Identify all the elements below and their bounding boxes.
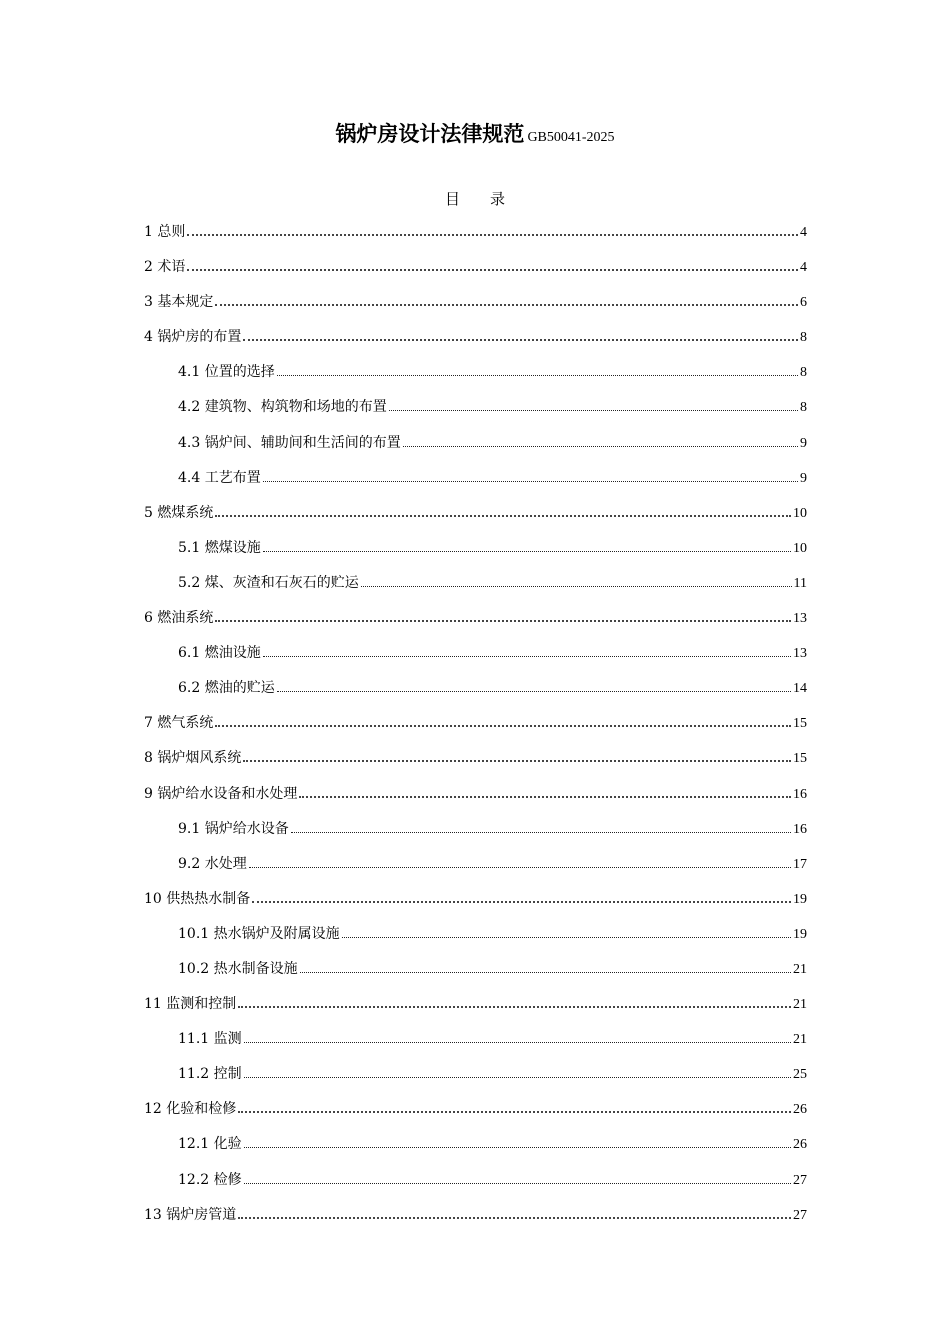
toc-entry[interactable]	[144, 921, 807, 956]
toc-entry-label: 12 化验和检修	[144, 1101, 237, 1118]
toc-dot-leader	[215, 719, 791, 727]
toc-entry[interactable]	[144, 1131, 807, 1166]
toc-entry-label: 6.1 燃油设施	[178, 645, 261, 662]
toc-entry-label: 10 供热热水制备	[144, 890, 251, 907]
toc-entry[interactable]	[144, 219, 807, 254]
toc-entry-label: 9.2 水处理	[178, 855, 247, 872]
toc-dot-leader	[252, 895, 791, 903]
toc-entry-page-number: 19	[793, 891, 807, 907]
toc-dot-leader	[244, 1036, 791, 1043]
toc-dot-leader	[263, 475, 798, 482]
toc-entry-page-number: 21	[793, 997, 807, 1013]
toc-entry[interactable]	[144, 430, 807, 465]
toc-heading: 目录	[444, 190, 535, 208]
toc-entry[interactable]	[144, 1202, 807, 1237]
toc-dot-leader	[291, 826, 791, 833]
toc-entry[interactable]	[144, 570, 807, 605]
toc-entry-page-number: 25	[793, 1067, 807, 1083]
toc-entry-label: 8 锅炉烟风系统	[144, 750, 242, 767]
toc-entry[interactable]	[144, 605, 807, 640]
toc-entry-page-number: 6	[800, 295, 807, 311]
toc-entry-page-number: 13	[793, 611, 807, 627]
toc-entry-label: 4.2 建筑物、构筑物和场地的布置	[178, 399, 387, 416]
toc-entry[interactable]	[144, 956, 807, 991]
toc-entry[interactable]	[144, 394, 807, 429]
toc-entry-page-number: 16	[793, 786, 807, 802]
toc-dot-leader	[243, 333, 798, 341]
toc-entry-page-number: 8	[800, 400, 807, 416]
document-title	[0, 118, 950, 148]
toc-dot-leader	[244, 1141, 791, 1148]
toc-entry-page-number: 21	[793, 1032, 807, 1048]
toc-entry[interactable]	[144, 675, 807, 710]
toc-entry[interactable]	[144, 886, 807, 921]
toc-entry[interactable]	[144, 640, 807, 675]
toc-dot-leader	[238, 1000, 791, 1008]
toc-dot-leader	[238, 1105, 791, 1113]
toc-entry-page-number: 11	[793, 575, 807, 591]
toc-entry-label: 3 基本规定	[144, 294, 214, 311]
toc-entry-label: 5.1 燃煤设施	[178, 539, 261, 556]
toc-entry-label: 4 锅炉房的布置	[144, 329, 242, 346]
toc-dot-leader	[249, 861, 791, 868]
toc-entry-page-number: 26	[793, 1137, 807, 1153]
toc-entry[interactable]	[144, 359, 807, 394]
toc-entry-page-number: 27	[793, 1172, 807, 1188]
toc-entry-page-number: 4	[800, 260, 807, 276]
toc-dot-leader	[215, 614, 791, 622]
document-standard-code: GB50041-2025	[527, 130, 615, 145]
toc-entry-page-number: 9	[800, 435, 807, 451]
toc-entry-label: 12.1 化验	[178, 1136, 242, 1153]
toc-entry[interactable]	[144, 851, 807, 886]
toc-dot-leader	[238, 1211, 791, 1219]
toc-dot-leader	[277, 369, 798, 376]
toc-entry-label: 5 燃煤系统	[144, 504, 214, 521]
toc-dot-leader	[215, 509, 791, 517]
toc-dot-leader	[187, 263, 798, 271]
toc-entry-label: 7 燃气系统	[144, 715, 214, 732]
toc-entry[interactable]	[144, 324, 807, 359]
toc-entry[interactable]	[144, 745, 807, 780]
toc-entry-label: 12.2 检修	[178, 1171, 242, 1188]
toc-entry-page-number: 21	[793, 961, 807, 977]
toc-entry-label: 10.2 热水制备设施	[178, 960, 298, 977]
toc-dot-leader	[243, 754, 791, 762]
toc-entry-page-number: 13	[793, 646, 807, 662]
toc-entry-label: 4.4 工艺布置	[178, 469, 261, 486]
toc-entry-label: 11.1 监测	[178, 1031, 242, 1048]
toc-entry-page-number: 10	[793, 505, 807, 521]
toc-dot-leader	[263, 545, 791, 552]
toc-entry-label: 5.2 煤、灰渣和石灰石的贮运	[178, 574, 359, 591]
toc-entry-page-number: 8	[800, 330, 807, 346]
toc-entry[interactable]	[144, 1026, 807, 1061]
toc-entry[interactable]	[144, 289, 807, 324]
toc-entry[interactable]	[144, 991, 807, 1026]
toc-entry-label: 11 监测和控制	[144, 996, 237, 1013]
toc-entry[interactable]	[144, 781, 807, 816]
toc-entry[interactable]	[144, 816, 807, 851]
toc-entry-page-number: 9	[800, 470, 807, 486]
toc-entry-label: 6 燃油系统	[144, 610, 214, 627]
table-of-contents	[144, 219, 807, 1237]
toc-dot-leader	[277, 685, 791, 692]
toc-entry-label: 10.1 热水锅炉及附属设施	[178, 925, 340, 942]
toc-entry-label: 6.2 燃油的贮运	[178, 680, 275, 697]
toc-entry-page-number: 15	[793, 751, 807, 767]
toc-entry[interactable]	[144, 500, 807, 535]
document-title-main: 锅炉房设计法律规范	[335, 122, 525, 146]
toc-dot-leader	[403, 440, 798, 447]
toc-entry-page-number: 17	[793, 856, 807, 872]
toc-entry-page-number: 16	[793, 821, 807, 837]
toc-entry-page-number: 8	[800, 365, 807, 381]
toc-entry-label: 1 总则	[144, 224, 186, 240]
toc-entry[interactable]	[144, 465, 807, 500]
toc-entry-label: 11.2 控制	[178, 1066, 242, 1083]
toc-entry-page-number: 10	[793, 540, 807, 556]
toc-dot-leader	[263, 650, 791, 657]
toc-entry[interactable]	[144, 710, 807, 745]
toc-dot-leader	[389, 404, 798, 411]
toc-dot-leader	[361, 580, 792, 587]
toc-entry-label: 9.1 锅炉给水设备	[178, 820, 289, 837]
toc-entry[interactable]	[144, 254, 807, 289]
toc-entry-page-number: 19	[793, 926, 807, 942]
toc-entry-label: 2 术语	[144, 259, 186, 276]
toc-dot-leader	[244, 1071, 791, 1078]
toc-entry-label: 4.3 锅炉间、辅助间和生活间的布置	[178, 434, 401, 451]
toc-dot-leader	[187, 228, 798, 236]
toc-entry-label: 9 锅炉给水设备和水处理	[144, 785, 298, 802]
toc-dot-leader	[299, 790, 791, 798]
toc-entry-label: 4.1 位置的选择	[178, 364, 275, 381]
toc-entry-label: 13 锅炉房管道	[144, 1206, 237, 1223]
toc-entry-page-number: 26	[793, 1102, 807, 1118]
toc-entry[interactable]	[144, 535, 807, 570]
toc-dot-leader	[342, 931, 791, 938]
toc-entry-page-number: 15	[793, 716, 807, 732]
toc-dot-leader	[244, 1177, 791, 1184]
toc-dot-leader	[300, 966, 791, 973]
toc-entry-page-number: 4	[800, 225, 807, 240]
toc-entry[interactable]	[144, 1167, 807, 1202]
toc-entry[interactable]	[144, 1061, 807, 1096]
toc-entry[interactable]	[144, 1096, 807, 1131]
toc-entry-page-number: 14	[793, 681, 807, 697]
toc-dot-leader	[215, 298, 798, 306]
toc-entry-page-number: 27	[793, 1207, 807, 1223]
